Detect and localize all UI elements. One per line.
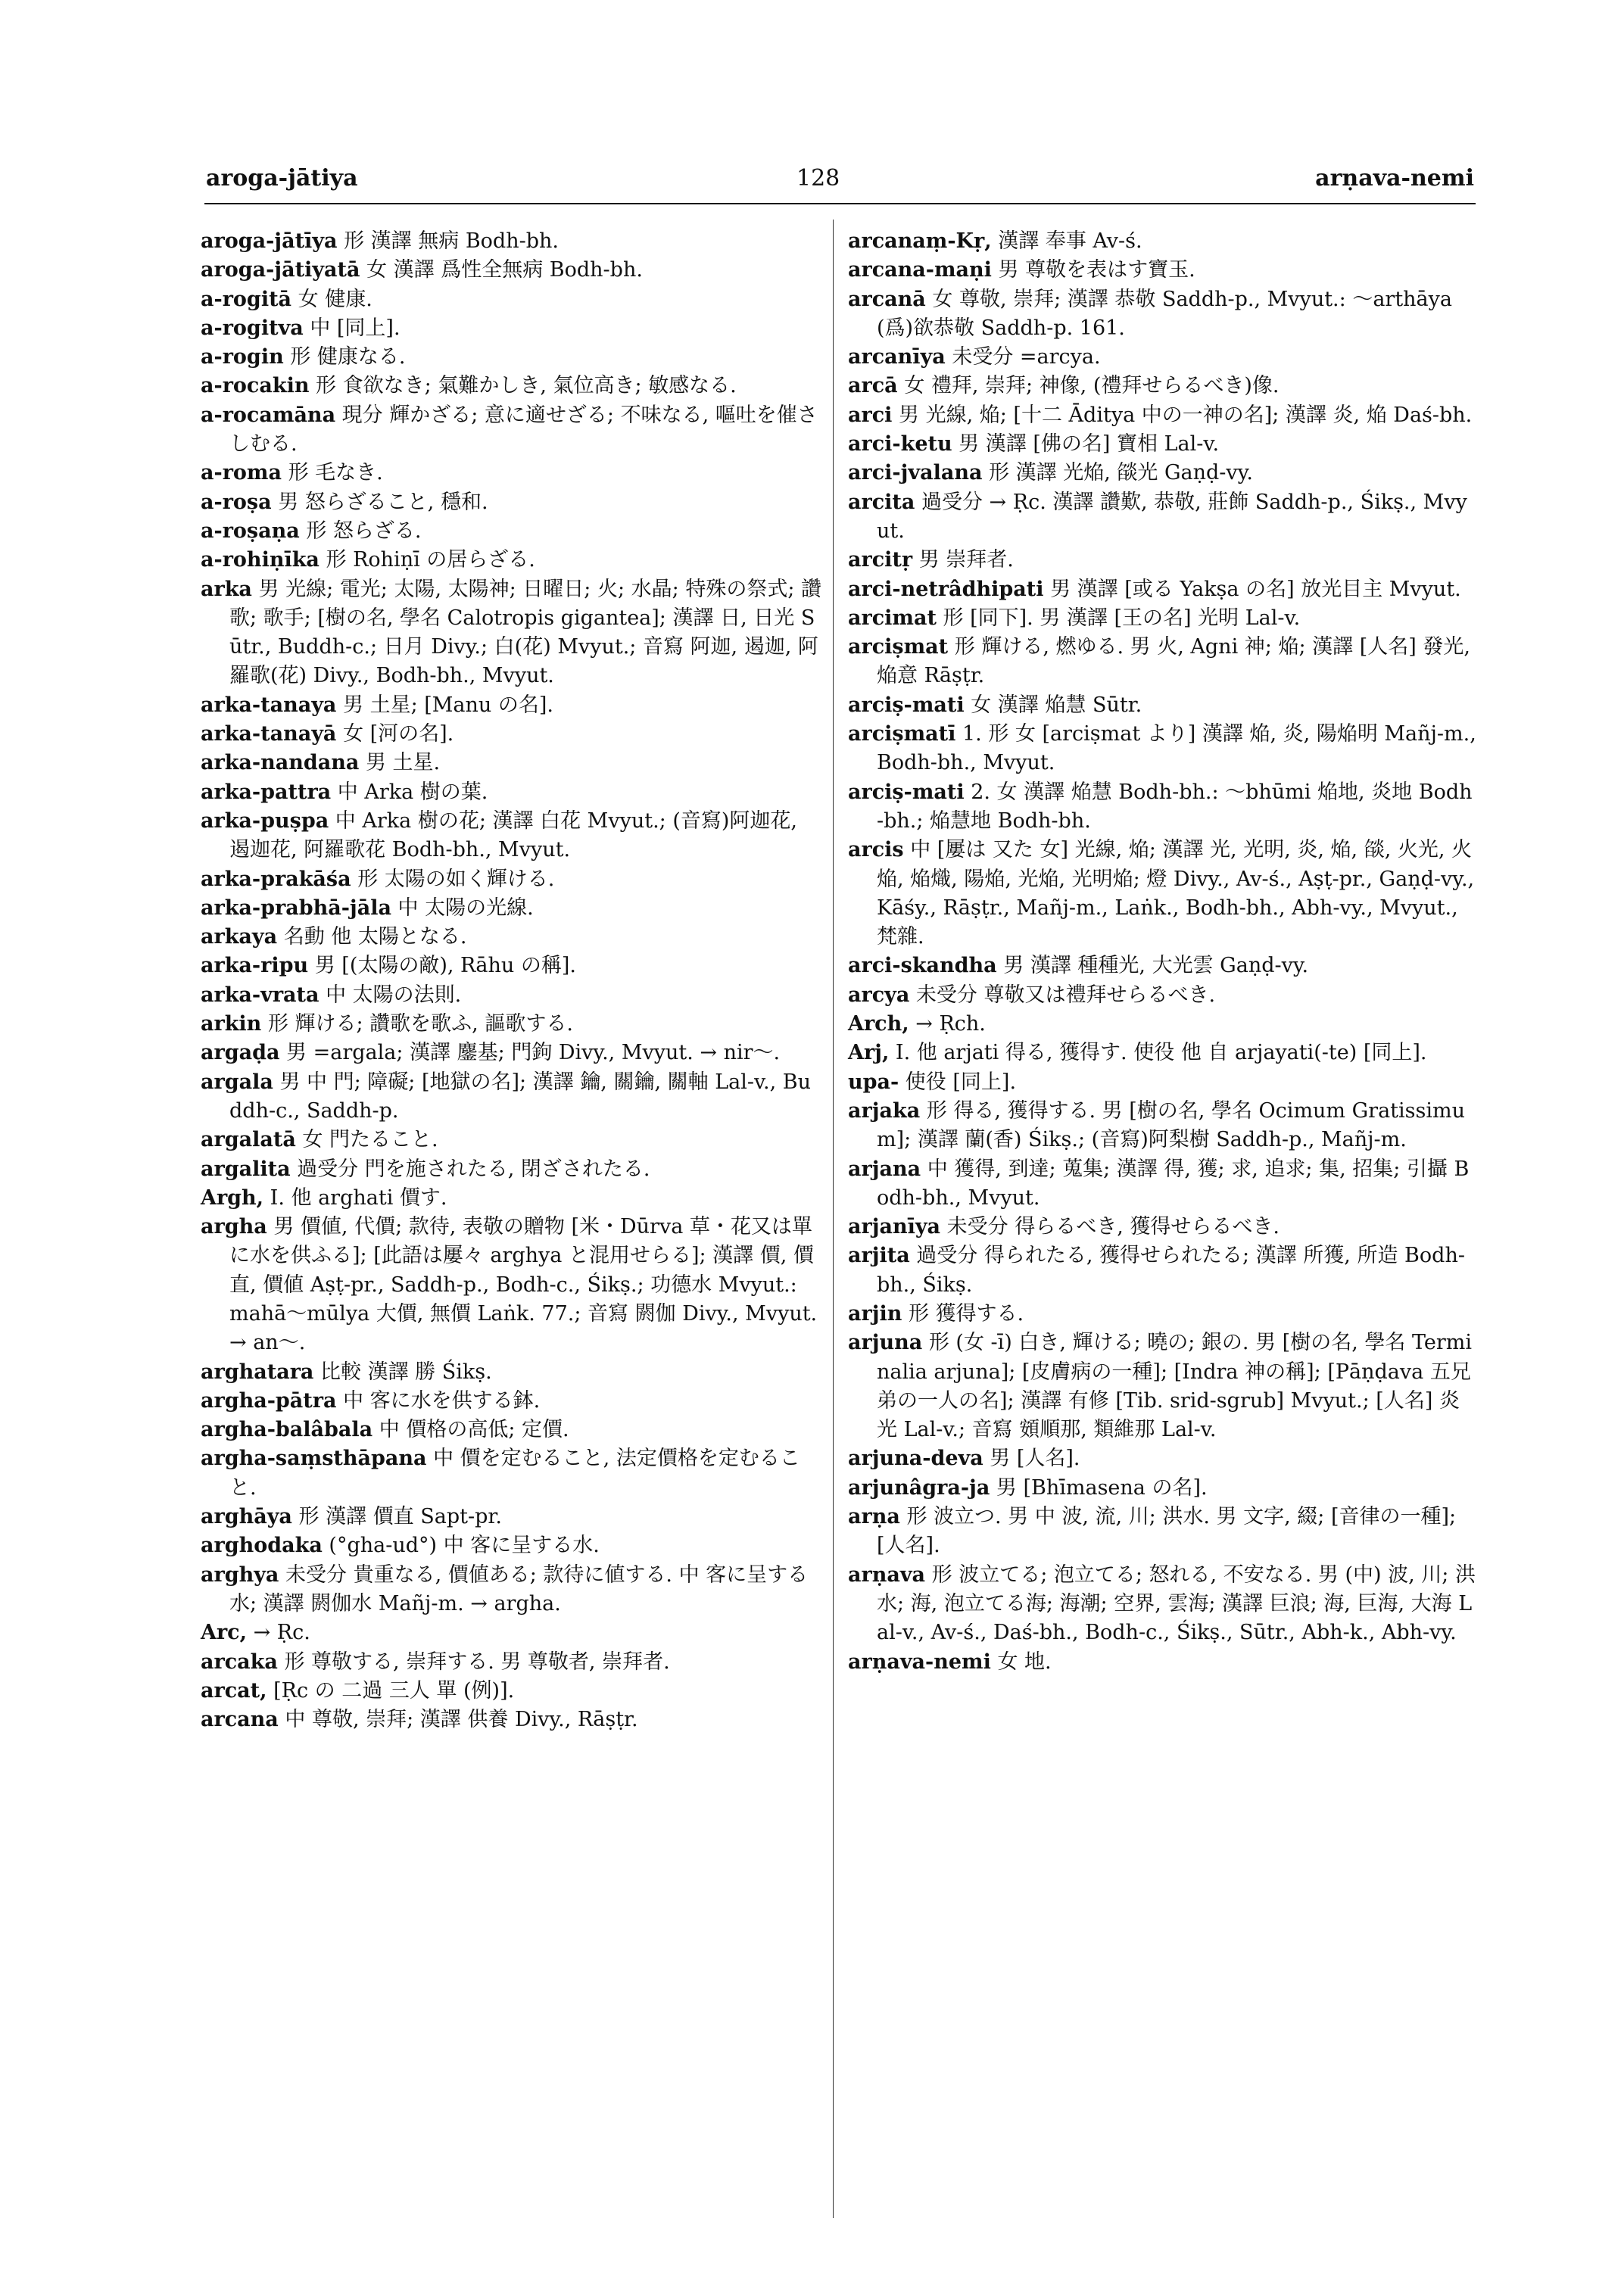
entry-definition: 女 禮拜, 崇拜; 神像, (禮拜せらるべき)像.	[897, 374, 1280, 398]
entry-definition: 形 健康なる.	[283, 345, 406, 369]
entry-definition: 男 中 門; 障礙; [地獄の名]; 漢譯 鑰, 關鑰, 關軸 Lal-v., Buddh-c., Saddh-p.	[229, 1070, 812, 1123]
dictionary-entry	[848, 952, 1476, 980]
dictionary-entry	[201, 1561, 821, 1619]
entry-headword: arcya	[848, 983, 910, 1007]
entry-headword: arciṣ-mati	[848, 780, 965, 804]
entry-headword: arciṣmatī	[848, 722, 956, 746]
entry-definition: 中 太陽の光線.	[391, 896, 534, 920]
entry-headword: a-rogin	[201, 345, 284, 369]
entry-headword: arcanā	[848, 287, 926, 311]
entry-headword: a-roṣa	[201, 490, 272, 514]
entry-headword: a-roma	[201, 461, 282, 485]
entry-definition: 形 波立てる; 泡立てる; 怒れる, 不安なる. 男 (中) 波, 川; 洪水; 海, 泡立てる海; 海潮; 空界, 雲海; 漢譯 巨浪; 海, 巨海, 大海 Lal-v., Av-ś., Daś-bh., Bodh-c., Śikṣ., Sūtr., Abh-k., Abh-vy.	[877, 1562, 1476, 1645]
entry-headword: a-rogitā	[201, 287, 292, 311]
dictionary-entry	[201, 227, 821, 256]
dictionary-entry	[201, 372, 821, 400]
dictionary-entry	[201, 1387, 821, 1416]
entry-definition: 未受分 尊敬又は禮拜せらるべき.	[909, 983, 1216, 1007]
entry-definition: 中 價を定むること, 法定價格を定むること.	[229, 1447, 800, 1500]
entry-definition: 未受分 得らるべき, 獲得せらるべき.	[940, 1215, 1280, 1239]
dictionary-entry	[201, 285, 821, 314]
entry-definition: 中 客に水を供する鉢.	[336, 1388, 541, 1413]
entry-headword: arṇa	[848, 1505, 900, 1529]
dictionary-entry	[201, 256, 821, 285]
entry-definition: 形 Rohiṇī の居らざる.	[319, 548, 535, 572]
dictionary-entry	[201, 1618, 821, 1647]
left-column	[201, 227, 821, 1734]
entry-definition: 男 漢譯 [佛の名] 寶相 Lal-v.	[952, 432, 1220, 456]
dictionary-entry	[201, 459, 821, 488]
entry-headword: upa-	[848, 1070, 899, 1094]
entry-definition: 男 崇拜者.	[912, 548, 1014, 572]
entry-headword: arjaka	[848, 1098, 921, 1123]
dictionary-entry	[201, 952, 821, 980]
entry-definition: 比較 漢譯 勝 Śikṣ.	[313, 1360, 492, 1384]
dictionary-entry	[848, 1561, 1476, 1648]
dictionary-entry	[848, 778, 1476, 837]
entry-definition: 女 漢譯 焔慧 Sūtr.	[964, 693, 1142, 717]
dictionary-entry	[201, 1503, 821, 1531]
entry-headword: arciṣmat	[848, 635, 949, 659]
dictionary-entry	[201, 575, 821, 691]
entry-definition: 形 得る, 獲得する. 男 [樹の名, 學名 Ocimum Gratissimum]; 漢譯 蘭(香) Śikṣ.; (音寫)阿梨樹 Saddh-p., Mañj-m.	[877, 1098, 1466, 1152]
entry-definition: 形 食欲なき; 氣難かしき, 氣位高き; 敏感なる.	[309, 374, 737, 398]
entry-headword: Arj,	[848, 1041, 890, 1065]
dictionary-entry	[201, 807, 821, 865]
dictionary-entry	[848, 1242, 1476, 1300]
entry-headword: argha-balâbala	[201, 1418, 373, 1442]
entry-definition: → Ṛch.	[909, 1012, 986, 1036]
entry-definition: 形 怒らざる.	[299, 519, 422, 543]
dictionary-entry	[848, 604, 1476, 633]
dictionary-entry	[848, 1474, 1476, 1503]
entry-definition: 過受分 → Ṛc. 漢譯 讚歎, 恭敬, 莊飾 Saddh-p., Śikṣ., Mvyut.	[877, 490, 1467, 543]
dictionary-entry	[848, 343, 1476, 372]
entry-headword: argha-saṃsthāpana	[201, 1447, 427, 1471]
entry-headword: arcā	[848, 374, 898, 398]
dictionary-entry	[848, 1213, 1476, 1242]
dictionary-entry	[848, 459, 1476, 488]
dictionary-entry	[848, 836, 1476, 952]
running-head-left: aroga-jātiya	[206, 165, 358, 192]
entry-definition: 形 輝ける, 燃ゆる. 男 火, Agni 神; 焔; 漢譯 [人名] 發光, 焔意 Rāṣṭr.	[877, 635, 1470, 688]
entry-headword: Arc,	[201, 1621, 248, 1645]
dictionary-entry	[201, 546, 821, 575]
entry-definition: 中 [同上].	[303, 316, 401, 340]
entry-headword: arka-vrata	[201, 983, 320, 1007]
entry-definition: 形 毛なき.	[282, 461, 383, 485]
entry-definition: 未受分 =arcya.	[945, 345, 1101, 369]
dictionary-entry	[848, 372, 1476, 400]
entry-headword: arghodaka	[201, 1534, 323, 1558]
entry-definition: 男 [Bhīmasena の名].	[990, 1475, 1208, 1500]
entry-headword: a-rocakin	[201, 374, 310, 398]
dictionary-entry	[848, 575, 1476, 604]
dictionary-entry	[201, 981, 821, 1010]
dictionary-entry	[848, 981, 1476, 1010]
dictionary-entry	[848, 1039, 1476, 1067]
entry-definition: 形 太陽の如く輝ける.	[351, 867, 555, 891]
dictionary-entry	[848, 1097, 1476, 1155]
entry-headword: arcis	[848, 838, 904, 862]
entry-definition: 形 漢譯 價直 Sapt-pr.	[291, 1505, 502, 1529]
entry-definition: 男 光線, 焔; [十二 Āditya 中の一神の名]; 漢譯 炎, 焔 Daś-bh.	[892, 403, 1473, 427]
entry-headword: aroga-jātīya	[201, 229, 338, 253]
dictionary-entry	[848, 546, 1476, 575]
entry-headword: arcimat	[848, 606, 937, 630]
dictionary-entry	[848, 401, 1476, 430]
entry-headword: Arch,	[848, 1012, 909, 1036]
entry-headword: arcita	[848, 490, 915, 514]
entry-definition: [Ṛc の 二過 三人 單 (例)].	[267, 1678, 515, 1703]
entry-headword: arjanīya	[848, 1215, 941, 1239]
entry-headword: arjita	[848, 1244, 910, 1268]
running-head-right: arṇava-nemi	[1315, 165, 1474, 192]
dictionary-entry	[848, 430, 1476, 459]
entry-definition: 男 土星.	[359, 751, 441, 775]
dictionary-entry	[848, 1648, 1476, 1677]
entry-definition: 男 怒らざること, 穩和.	[271, 490, 488, 514]
dictionary-entry	[848, 633, 1476, 691]
dictionary-entry	[848, 691, 1476, 720]
entry-definition: 中 Arka 樹の葉.	[331, 780, 488, 804]
dictionary-entry	[848, 1068, 1476, 1097]
entry-headword: argala	[201, 1070, 273, 1094]
dictionary-entry	[848, 227, 1476, 256]
entry-definition: 形 (女 -ī) 白き, 輝ける; 曉の; 銀の. 男 [樹の名, 學名 Terminalia arjuna]; [皮膚病の一種]; [Indra 神の稱]; [Pāṇḍava 五兄弟の一人の名]; 漢譯 有修 [Tib. srid-sgrub] Mvyut.; [人名] 炎光 Lal-v.; 音寫 頞順那, 類維那 Lal-v.	[877, 1331, 1472, 1442]
dictionary-entry	[201, 778, 821, 807]
entry-headword: a-roṣaṇa	[201, 519, 300, 543]
entry-definition: 形 漢譯 光焔, 燄光 Gaṇḍ-vy.	[982, 461, 1253, 485]
dictionary-entry	[201, 1126, 821, 1154]
entry-headword: arcana	[201, 1708, 279, 1732]
entry-definition: 男 尊敬を表はす寶玉.	[991, 258, 1195, 282]
dictionary-entry	[201, 1531, 821, 1560]
dictionary-entry	[201, 1416, 821, 1444]
dictionary-entry	[848, 1329, 1476, 1444]
entry-definition: 形 漢譯 無病 Bodh-bh.	[337, 229, 559, 253]
entry-headword: arka-nandana	[201, 751, 360, 775]
dictionary-entry	[201, 343, 821, 372]
dictionary-entry	[201, 1010, 821, 1039]
dictionary-entry	[201, 401, 821, 460]
entry-headword: argha	[201, 1215, 267, 1239]
entry-headword: arjana	[848, 1157, 921, 1181]
entry-definition: 男 [人名].	[983, 1447, 1080, 1471]
entry-definition: 男 光線; 電光; 太陽, 太陽神; 日曜日; 火; 水晶; 特殊の祭式; 讚歌; 歌手; [樹の名, 學名 Calotropis gigantea]; 漢譯 日, 日光 Sūtr., Buddh-c.; 日月 Divy.; 白(花) Mvyut.; 音寫 阿迦, 遏迦, 阿羅歌(花) Divy., Bodh-bh., Mvyut.	[229, 577, 822, 688]
entry-headword: arjuna-deva	[848, 1447, 983, 1471]
entry-definition: 女 [河の名].	[336, 722, 454, 746]
dictionary-entry	[201, 1213, 821, 1357]
entry-definition: 未受分 貴重なる, 價値ある; 款待に値する. 中 客に呈する水; 漢譯 閼伽水 Mañj-m. → argha.	[229, 1562, 809, 1615]
entry-definition: 男 價値, 代價; 款待, 表敬の贈物 [米・Dūrva 草・花又は單に水を供ふる]; [此語は屢々 arghya と混用せらる]; 漢譯 價, 價直, 價値 Aṣṭ-pr., Saddh-p., Bodh-c., Śikṣ.; 功德水 Mvyut.: mahā〜mūlya 大價, 無價 Laṅk. 77.; 音寫 閼伽 Divy., Mvyut. → an〜.	[229, 1215, 818, 1355]
entry-headword: arka-tanaya	[201, 693, 337, 717]
entry-headword: arci-skandha	[848, 954, 997, 978]
entry-headword: arcanīya	[848, 345, 946, 369]
column-divider	[833, 220, 834, 2218]
entry-definition: 女 地.	[990, 1650, 1052, 1674]
entry-definition: → Ṛc.	[247, 1621, 310, 1645]
entry-definition: I. 他 arghati 價す.	[263, 1185, 447, 1210]
dictionary-entry	[848, 1010, 1476, 1039]
entry-headword: arka-puṣpa	[201, 808, 329, 833]
dictionary-entry	[848, 1444, 1476, 1473]
entry-definition: 中 [屢は 又た 女] 光線, 焔; 漢譯 光, 光明, 炎, 焔, 燄, 火光, 火焔, 焔熾, 陽焔, 光焔, 光明焔; 燈 Divy., Av-ś., Aṣṭ-pr., Gaṇḍ-vy., Kāśy., Rāṣṭr., Mañj-m., Laṅk., Bodh-bh., Abh-vy., Mvyut., 梵雜.	[877, 838, 1475, 949]
entry-headword: arka-pattra	[201, 780, 332, 804]
dictionary-entry	[201, 691, 821, 720]
entry-headword: arjuna	[848, 1331, 923, 1355]
entry-headword: arjunâgra-ja	[848, 1475, 990, 1500]
entry-headword: arci-ketu	[848, 432, 952, 456]
entry-definition: 中 獲得, 到達; 蒐集; 漢譯 得, 獲; 求, 追求; 集, 招集; 引攝 Bodh-bh., Mvyut.	[877, 1157, 1470, 1210]
entry-headword: arṇava	[848, 1562, 926, 1587]
entry-definition: 中 尊敬, 崇拜; 漢譯 供養 Divy., Rāṣṭr.	[278, 1708, 638, 1732]
dictionary-entry	[201, 894, 821, 923]
entry-headword: arkin	[201, 1012, 262, 1036]
entry-headword: arcitṛ	[848, 548, 913, 572]
dictionary-entry	[848, 1155, 1476, 1213]
dictionary-entry	[201, 1155, 821, 1184]
dictionary-entry	[848, 720, 1476, 778]
entry-definition: 中 太陽の法則.	[319, 983, 462, 1007]
entry-definition: 男 土星; [Manu の名].	[336, 693, 554, 717]
entry-definition: 男 [(太陽の敵), Rāhu の稱].	[308, 954, 576, 978]
header-rule	[204, 203, 1476, 204]
entry-definition: 1. 形 女 [arciṣmat より] 漢譯 焔, 炎, 陽焔明 Mañj-m., Bodh-bh., Mvyut.	[877, 722, 1476, 775]
entry-headword: arghāya	[201, 1505, 292, 1529]
entry-headword: arcanaṃ-Kṛ,	[848, 229, 992, 253]
entry-headword: arka	[201, 577, 252, 601]
entry-definition: 形 輝ける; 讚歌を歌ふ, 謳歌する.	[261, 1012, 573, 1036]
entry-headword: arci-jvalana	[848, 461, 983, 485]
dictionary-entry	[201, 923, 821, 952]
entry-headword: arka-prabhā-jāla	[201, 896, 391, 920]
entry-definition: 女 尊敬, 崇拜; 漢譯 恭敬 Saddh-p., Mvyut.: 〜arthāya (爲)欲恭敬 Saddh-p. 161.	[877, 287, 1453, 340]
dictionary-entry	[201, 1677, 821, 1706]
entry-headword: arjin	[848, 1301, 902, 1326]
entry-headword: a-rocamāna	[201, 403, 336, 427]
entry-headword: arka-ripu	[201, 954, 309, 978]
dictionary-entry	[848, 488, 1476, 547]
page-number: 128	[796, 165, 840, 192]
entry-definition: 形 波立つ. 男 中 波, 流, 川; 洪水. 男 文字, 綴; [音律の一種]; [人名].	[877, 1505, 1457, 1558]
dictionary-entry	[201, 1039, 821, 1067]
dictionary-entry	[848, 285, 1476, 344]
entry-definition: 男 =argala; 漢譯 鏖基; 門鉤 Divy., Mvyut. → nir〜.	[279, 1041, 781, 1065]
entry-definition: 2. 女 漢譯 焔慧 Bodh-bh.: 〜bhūmi 焔地, 炎地 Bodh-bh.; 焔慧地 Bodh-bh.	[877, 780, 1473, 833]
entry-headword: argalita	[201, 1157, 291, 1181]
dictionary-entry	[201, 314, 821, 343]
dictionary-entry	[201, 1068, 821, 1126]
entry-headword: aroga-jātiyatā	[201, 258, 360, 282]
dictionary-entry	[201, 517, 821, 546]
entry-headword: arci	[848, 403, 893, 427]
entry-headword: argaḍa	[201, 1041, 280, 1065]
entry-headword: arghatara	[201, 1360, 314, 1384]
entry-headword: a-rogitva	[201, 316, 304, 340]
entry-definition: 漢譯 奉事 Av-ś.	[991, 229, 1142, 253]
entry-headword: arkaya	[201, 925, 278, 949]
entry-definition: 現分 輝かざる; 意に適せざる; 不味なる, 嘔吐を催さしむる.	[229, 403, 818, 456]
entry-headword: arṇava-nemi	[848, 1650, 991, 1674]
entry-definition: I. 他 arjati 得る, 獲得す. 使役 他 自 arjayati(-te) [同上].	[889, 1041, 1427, 1065]
entry-headword: argha-pātra	[201, 1388, 337, 1413]
entry-headword: arciṣ-mati	[848, 693, 965, 717]
dictionary-entry	[201, 1358, 821, 1387]
dictionary-entry	[201, 865, 821, 894]
dictionary-entry	[201, 749, 821, 777]
entry-definition: 男 漢譯 種種光, 大光雲 Gaṇḍ-vy.	[996, 954, 1309, 978]
right-column	[848, 227, 1476, 1677]
entry-headword: Argh,	[201, 1185, 264, 1210]
entry-headword: arcana-maṇi	[848, 258, 992, 282]
entry-headword: arci-netrâdhipati	[848, 577, 1044, 601]
dictionary-entry	[201, 1706, 821, 1734]
entry-definition: 過受分 門を施されたる, 閉ざされたる.	[290, 1157, 650, 1181]
entry-definition: 名動 他 太陽となる.	[277, 925, 467, 949]
entry-definition: 形 [同下]. 男 漢譯 [王の名] 光明 Lal-v.	[936, 606, 1301, 630]
entry-headword: argalatā	[201, 1128, 296, 1152]
dictionary-entry	[201, 1648, 821, 1677]
dictionary-entry	[201, 1184, 821, 1213]
dictionary-entry	[201, 720, 821, 749]
entry-definition: 形 尊敬する, 崇拜する. 男 尊敬者, 崇拜者.	[277, 1650, 670, 1674]
entry-headword: arghya	[201, 1562, 279, 1587]
entry-definition: (°gha-ud°) 中 客に呈する水.	[322, 1534, 600, 1558]
entry-definition: 女 健康.	[291, 287, 372, 311]
dictionary-entry	[848, 1503, 1476, 1561]
entry-definition: 女 漢譯 爲性全無病 Bodh-bh.	[360, 258, 643, 282]
dictionary-entry	[201, 1444, 821, 1503]
entry-headword: a-rohiṇīka	[201, 548, 320, 572]
entry-headword: arka-prakāśa	[201, 867, 351, 891]
entry-definition: 過受分 得られたる, 獲得せられたる; 漢譯 所獲, 所造 Bodh-bh., Śikṣ.	[877, 1244, 1465, 1297]
dictionary-entry	[848, 256, 1476, 285]
entry-headword: arka-tanayā	[201, 722, 337, 746]
dictionary-entry	[848, 1300, 1476, 1329]
entry-definition: 中 Arka 樹の花; 漢譯 白花 Mvyut.; (音寫)阿迦花, 遏迦花, 阿羅歌花 Bodh-bh., Mvyut.	[229, 808, 797, 862]
entry-headword: arcat,	[201, 1678, 267, 1703]
entry-headword: arcaka	[201, 1650, 278, 1674]
entry-definition: 形 獲得する.	[902, 1301, 1024, 1326]
entry-definition: 使役 [同上].	[899, 1070, 1017, 1094]
entry-definition: 女 門たること.	[295, 1128, 438, 1152]
entry-definition: 中 價格の高低; 定價.	[372, 1418, 569, 1442]
dictionary-entry	[201, 488, 821, 517]
entry-definition: 男 漢譯 [或る Yakṣa の名] 放光目主 Mvyut.	[1043, 577, 1461, 601]
